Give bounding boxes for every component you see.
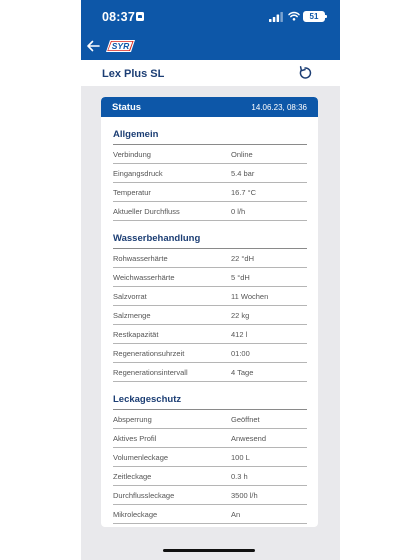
- row-label: Durchflussleckage: [113, 491, 175, 500]
- row-value: 01:00: [231, 349, 250, 358]
- lock-icon: [136, 12, 144, 21]
- back-arrow-icon[interactable]: [86, 40, 100, 52]
- row-label: Aktueller Durchfluss: [113, 207, 180, 216]
- wifi-icon: [288, 11, 300, 21]
- row-value: Geöffnet: [231, 415, 260, 424]
- status-timestamp: 14.06.23, 08:36: [251, 103, 307, 112]
- row-aktives-profil: [113, 429, 307, 448]
- row-value: 11 Wochen: [231, 292, 269, 301]
- row-absperrung: [113, 410, 307, 429]
- device-title: Lex Plus SL: [102, 68, 165, 80]
- row-verbindung: [113, 145, 307, 164]
- row-value: 3500 l/h: [231, 491, 258, 500]
- section-title-allgemein: Allgemein: [113, 129, 159, 140]
- syr-logo: [103, 38, 137, 54]
- row-durchflussleckage: [113, 486, 307, 505]
- row-label: Restkapazität: [113, 330, 159, 339]
- section-title-leckageschutz: Leckageschutz: [113, 394, 182, 405]
- row-label: Rohwasserhärte: [113, 254, 168, 263]
- status-card: [101, 97, 318, 527]
- signal-icon: [269, 12, 283, 22]
- row-label: Aktives Profil: [113, 434, 157, 443]
- row-salzmenge: [113, 306, 307, 325]
- status-time: 08:37: [102, 10, 135, 24]
- row-value: 5.4 bar: [231, 169, 255, 178]
- battery-icon: 51: [303, 11, 325, 22]
- row-eingangsdruck: [113, 164, 307, 183]
- row-temperatur: [113, 183, 307, 202]
- row-value: 0.3 h: [231, 472, 248, 481]
- row-label: Mikroleckage: [113, 510, 158, 519]
- row-value: 100 L: [231, 453, 250, 462]
- row-label: Weichwasserhärte: [113, 273, 175, 282]
- row-label: Absperrung: [113, 415, 152, 424]
- section-title-wasserbehandlung: Wasserbehandlung: [113, 233, 201, 244]
- row-label: Zeitleckage: [113, 472, 152, 481]
- status-bar: [81, 0, 340, 34]
- row-value: 16.7 °C: [231, 188, 257, 197]
- row-value: 412 l: [231, 330, 248, 339]
- device-title-bar: [81, 60, 340, 86]
- row-mikroleckage: [113, 505, 307, 524]
- row-weichwasserhaerte: [113, 268, 307, 287]
- row-value: Online: [231, 150, 253, 159]
- row-volumenleckage: [113, 448, 307, 467]
- row-regenerationsuhrzeit: [113, 344, 307, 363]
- logo-text: SYR: [111, 41, 130, 51]
- row-value: Anwesend: [231, 434, 267, 443]
- row-label: Regenerationsuhrzeit: [113, 349, 185, 358]
- row-label: Volumenleckage: [113, 453, 169, 462]
- app-navbar: [81, 34, 340, 60]
- home-indicator[interactable]: [163, 549, 255, 552]
- row-value: 22 °dH: [231, 254, 255, 263]
- row-label: Verbindung: [113, 150, 151, 159]
- row-value: 22 kg: [231, 311, 250, 320]
- row-zeitleckage: [113, 467, 307, 486]
- row-value: An: [231, 510, 241, 519]
- row-value: 4 Tage: [231, 368, 254, 377]
- row-label: Salzvorrat: [113, 292, 147, 301]
- row-label: Salzmenge: [113, 311, 151, 320]
- status-card-title: Status: [112, 102, 142, 113]
- refresh-icon[interactable]: [298, 66, 312, 80]
- row-value: 0 l/h: [231, 207, 246, 216]
- row-aktueller-durchfluss: [113, 202, 307, 221]
- row-rohwasserhaerte: [113, 249, 307, 268]
- row-salzvorrat: [113, 287, 307, 306]
- row-label: Eingangsdruck: [113, 169, 163, 178]
- phone-screen: [81, 0, 340, 560]
- row-label: Temperatur: [113, 188, 151, 197]
- row-label: Regenerationsintervall: [113, 368, 188, 377]
- row-restkapazitaet: [113, 325, 307, 344]
- row-regenerationsintervall: [113, 363, 307, 382]
- status-card-header: [101, 97, 318, 117]
- row-value: 5 °dH: [231, 273, 250, 282]
